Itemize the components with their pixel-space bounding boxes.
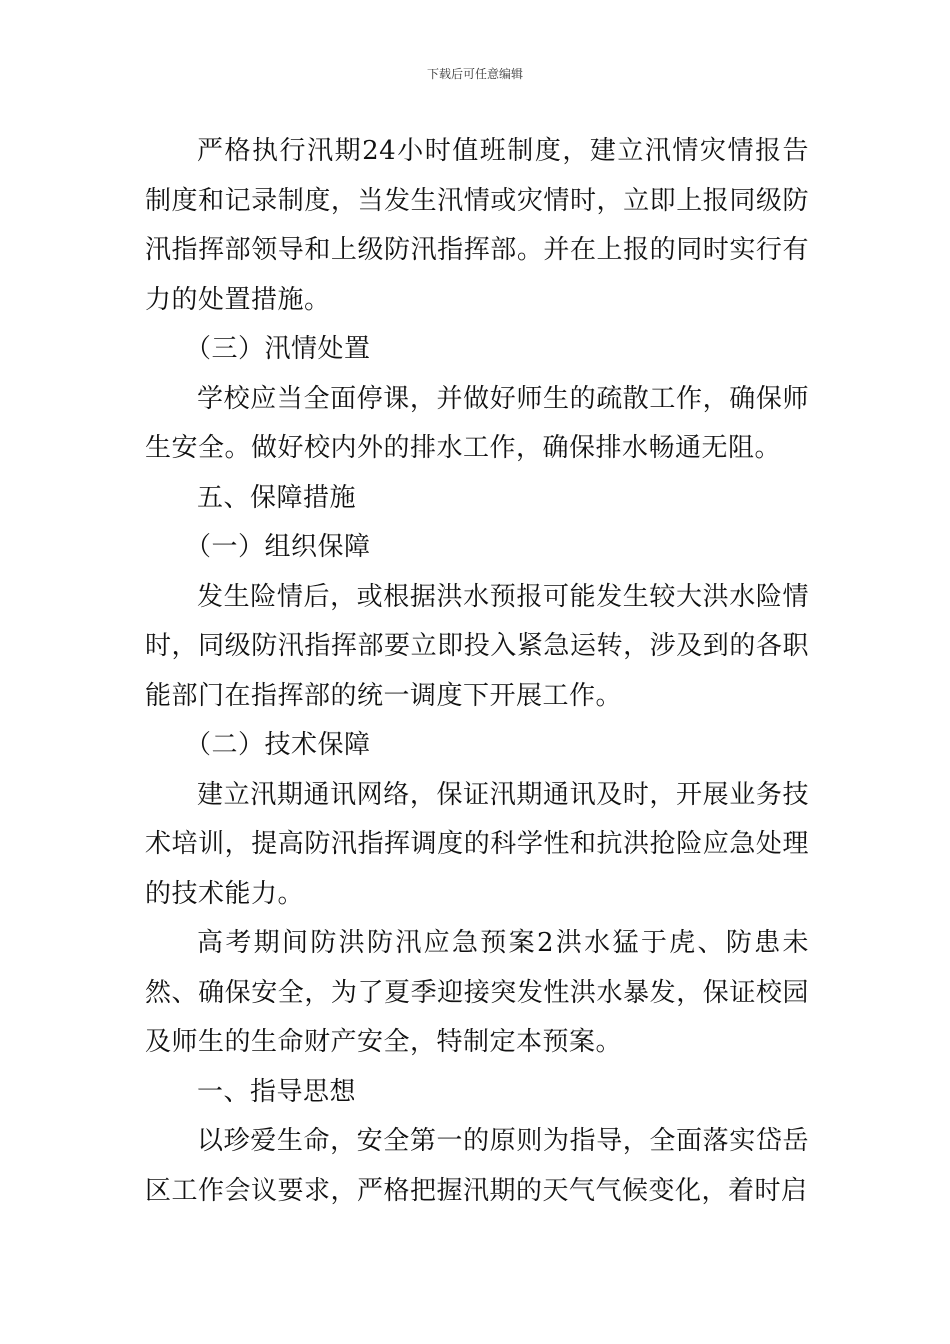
section-heading-technical: （二）技术保障 bbox=[185, 730, 371, 760]
paragraph-duty-system: 严格执行汛期24小时值班制度，建立汛情灾情报告制度和记录制度，当发生汛情或灾情时，立即上报同级防汛指挥部领导和上级防汛指挥部。并在上报的同时实行有力的处置措施。 bbox=[145, 136, 809, 315]
paragraph-guiding-idea: 以珍爱生命，安全第一的原则为指导，全面落实岱岳区工作会议要求，严格把握汛期的天气气候变化，着时启 bbox=[145, 1126, 809, 1206]
paragraph-technical: 建立汛期通讯网络，保证汛期通讯及时，开展业务技术培训，提高防汛指挥调度的科学性和抗洪抢险应急处理的技术能力。 bbox=[145, 779, 809, 909]
paragraph-organization: 发生险情后，或根据洪水预报可能发生较大洪水险情时，同级防汛指挥部要立即投入紧急运转，涉及到的各职能部门在指挥部的统一调度下开展工作。 bbox=[145, 581, 809, 711]
document-body bbox=[145, 127, 809, 1216]
paragraph-school-suspension: 学校应当全面停课，并做好师生的疏散工作，确保师生安全。做好校内外的排水工作，确保排水畅通无阻。 bbox=[145, 383, 809, 463]
section-heading-flood-handling: （三）汛情处置 bbox=[185, 334, 371, 364]
section-heading-guiding-idea: 一、指导思想 bbox=[197, 1076, 357, 1107]
section-heading-safeguards: 五、保障措施 bbox=[197, 482, 357, 513]
section-heading-organization: （一）组织保障 bbox=[185, 532, 371, 562]
header-note: 下载后可任意编辑 bbox=[426, 67, 523, 81]
paragraph-plan-intro: 高考期间防洪防汛应急预案2洪水猛于虎、防患未然、确保安全，为了夏季迎接突发性洪水暴发，保证校园及师生的生命财产安全，特制定本预案。 bbox=[145, 928, 809, 1057]
